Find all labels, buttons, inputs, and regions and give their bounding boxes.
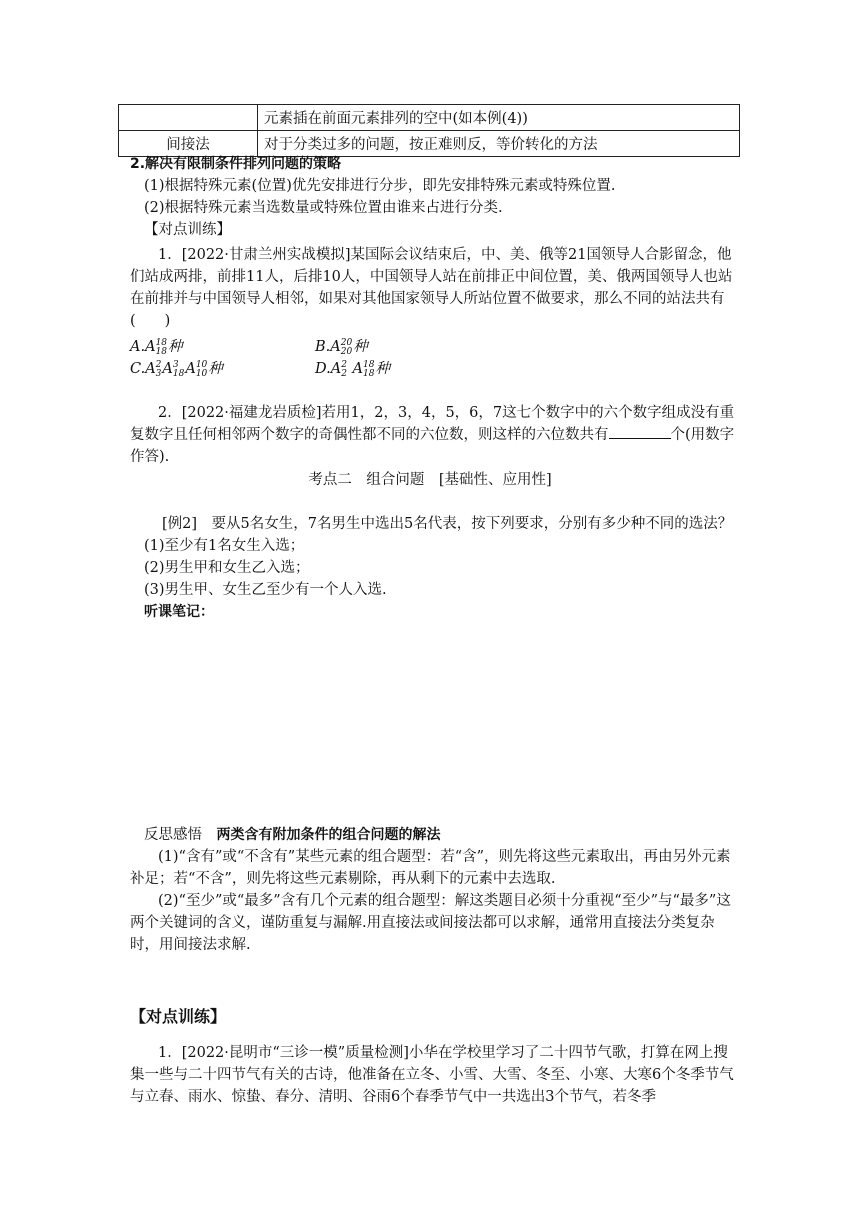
question-text-part: 2．[2022·福建龙岩质检]若用1，2，3，4，5，6，7这七个数字中的六个数字组成没有重复数字且任何相邻两个数字的奇偶性都不同的六位数，则这样的六位数共有 (130, 405, 735, 443)
example-item: (2)男生甲和女生乙入选； (144, 560, 310, 576)
table-cell: 元素插在前面元素排列的空中(如本例(4)) (258, 105, 740, 131)
question-text (130, 402, 742, 468)
reflection-heading: 两类含有附加条件的组合问题的解法 (216, 827, 441, 843)
strategy-heading: 2.解决有限制条件排列问题的策略 (130, 156, 342, 172)
reflection-title (130, 824, 742, 846)
table-cell (119, 105, 258, 131)
example-item: (1)至少有1名女生入选； (144, 538, 305, 554)
strategy-section (130, 153, 742, 241)
method-table (118, 104, 740, 157)
option-unit: 种 (168, 339, 183, 355)
question-text: 1．[2022·昆明市“三诊一模”质量检测]小华在学校里学习了二十四节气歌，打算在网上搜集一些与二十四节气有关的古诗，他准备在立冬、小雪、大雪、冬至、小寒、大寒6个冬季节气与立春、雨水、惊蛰、春分、清明、谷雨6个春季节气中一共选出3个节气，若冬季 (130, 1045, 734, 1105)
reflection-item: (2)“至少”或“最多”含有几个元素的组合题型：解这类题目必须十分重视“至少”与“最多”这两个关键词的含义，谨防重复与漏解.用直接法或间接法都可以求解，通常用直接法分类复杂时，用间接法求解. (130, 893, 731, 953)
question-2 (130, 402, 742, 468)
training-heading: 【对点训练】 (130, 1007, 227, 1026)
reflection-section (130, 824, 742, 956)
question-text: 1．[2022·甘肃兰州实战模拟]某国际会议结束后，中、美、俄等21国领导人合影留念，他们站成两排，前排11人，后排10人，中国领导人站在前排正中间位置，美、俄两国领导人也站在前排并与中国领导人相邻，如果对其他国家领导人所站位置不做要求，那么不同的站法共有( ) (130, 247, 733, 329)
option-d: D.A 2 2 A 18 18 种 (315, 360, 390, 379)
option-label: D. (315, 361, 331, 377)
question-1 (130, 244, 742, 332)
option-c: C.A 2 3 A 3 18 A 10 10 种 (130, 360, 223, 379)
option-unit: 种 (208, 361, 223, 377)
question-text-part: 个(用数字作答). (130, 427, 735, 465)
example-item: (3)男生甲、女生乙至少有一个人入选. (144, 582, 387, 598)
reflection-item: (1)“含有”或“不含有”某些元素的组合题型：若“含”，则先将这些元素取出，再由另外元素补足；若“不含”，则先将这些元素剔除，再从剩下的元素中去选取. (130, 849, 731, 887)
option-a: A.A 18 18 种 (130, 338, 183, 357)
table-row (119, 105, 740, 131)
strategy-item: (2)根据特殊元素当选数量或特殊位置由谁来占进行分类. (144, 200, 503, 216)
example-label: [例2] (162, 516, 198, 532)
notes-label: 听课笔记： (144, 604, 214, 620)
example-text (130, 513, 742, 535)
example-2 (130, 513, 742, 623)
answer-blank (609, 424, 671, 439)
option-unit: 种 (375, 361, 390, 377)
training-heading: 【对点训练】 (144, 222, 231, 238)
question-1-b (130, 1042, 742, 1108)
reflection-label: 反思感悟 (144, 827, 202, 843)
option-label: A. (130, 339, 146, 355)
option-unit: 种 (353, 339, 368, 355)
option-label: B. (315, 339, 331, 355)
example-body: 要从5名女生，7名男生中选出5名代表，按下列要求，分别有多少种不同的选法？ (211, 516, 733, 532)
kaodian-title: 考点二 组合问题 [基础性、应用性] (308, 472, 552, 488)
table-cell: 间接法 (119, 131, 258, 157)
option-label: C. (130, 361, 146, 377)
table-cell: 对于分类过多的问题，按正难则反，等价转化的方法 (258, 131, 740, 157)
option-b: B.A 20 20 种 (315, 338, 368, 357)
strategy-item: (1)根据特殊元素(位置)优先安排进行分步，即先安排特殊元素或特殊位置. (144, 178, 616, 194)
